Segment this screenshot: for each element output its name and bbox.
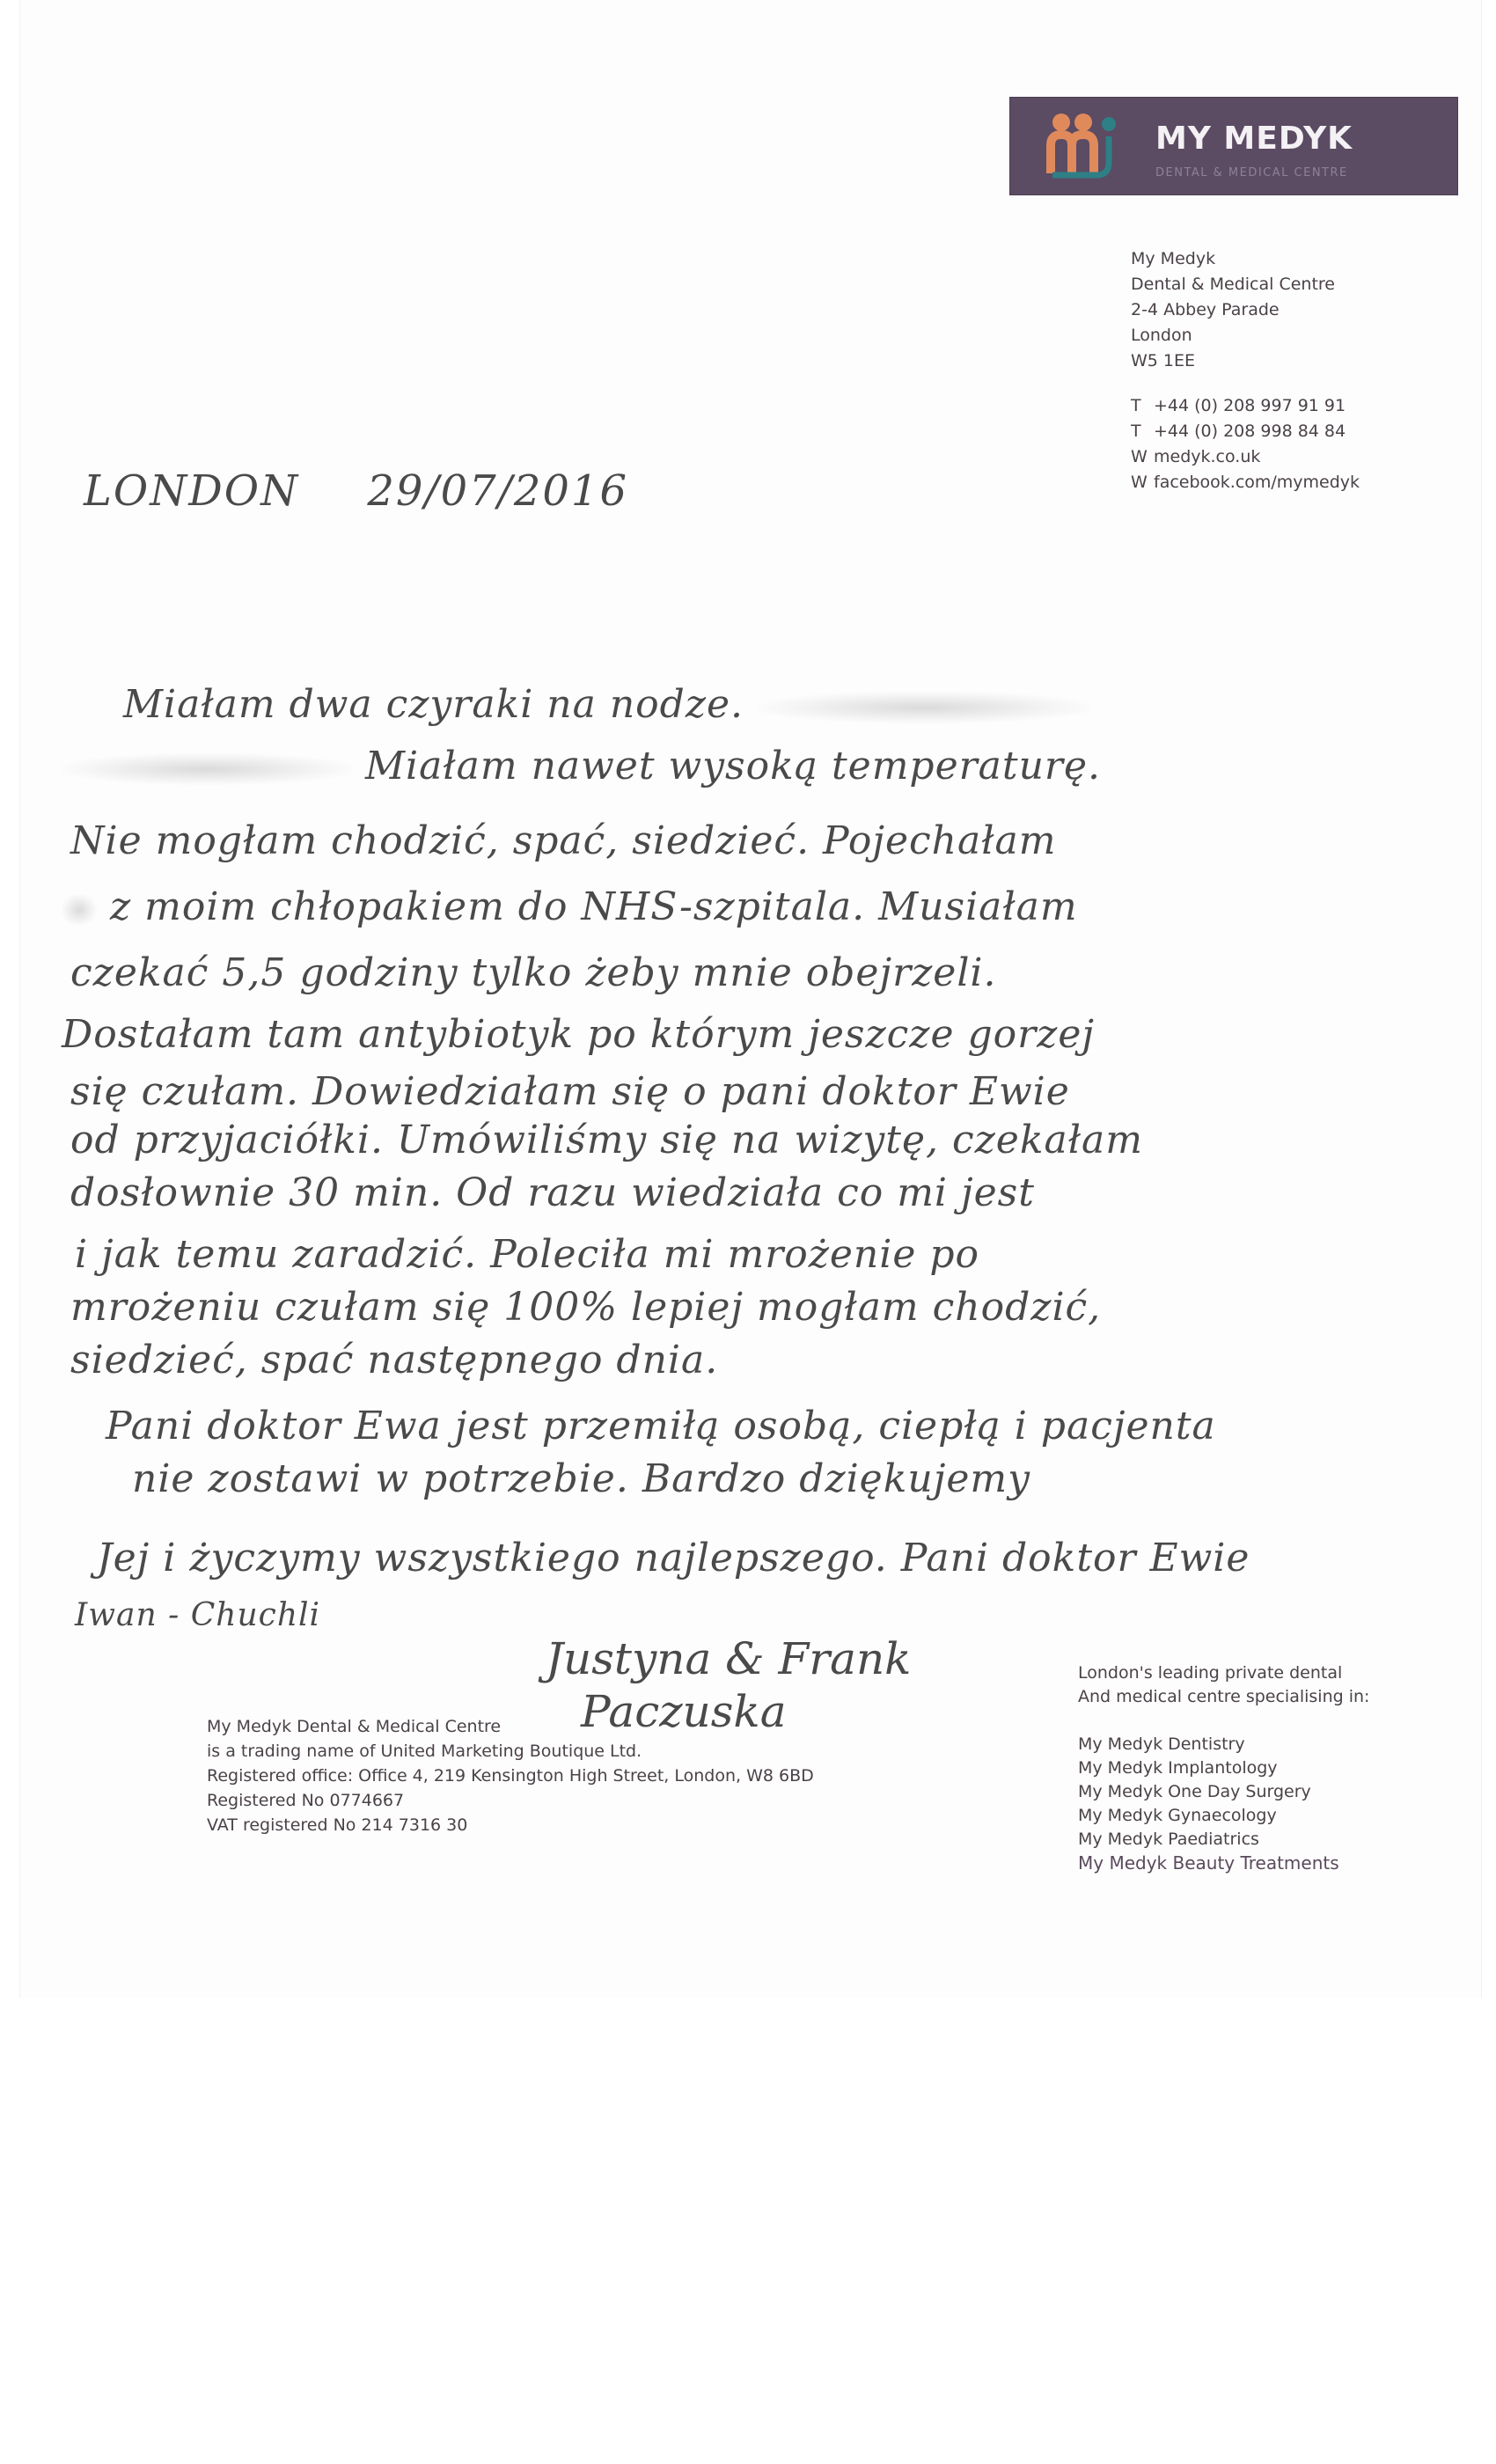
specialities-intro: London's leading private dental <box>1078 1663 1343 1683</box>
letter-place: LONDON <box>84 466 300 516</box>
brand-tagline: DENTAL & MEDICAL CENTRE <box>1155 166 1348 180</box>
footer-line: VAT registered No 214 7316 30 <box>207 1815 468 1835</box>
specialities-list <box>1078 1661 1369 1875</box>
address-line: W5 1EE <box>1131 351 1196 370</box>
letter-line: nie zostawi w potrzebie. Bardzo dziękujemy <box>132 1456 1030 1501</box>
letter-place-date <box>84 466 628 516</box>
letter-line: Miałam dwa czyraki na nodze. <box>123 682 1091 727</box>
clinic-address <box>1131 246 1360 495</box>
footer-line: Registered No 0774667 <box>207 1791 405 1810</box>
footer-line: Registered office: Office 4, 219 Kensington High Street, London, W8 6BD <box>207 1766 814 1786</box>
contact-website: W medyk.co.uk <box>1131 447 1261 466</box>
letter-line: Miałam nawet wysoką temperaturę. <box>62 744 1101 788</box>
speciality-item: My Medyk Dentistry <box>1078 1734 1245 1754</box>
erased-text <box>62 894 97 926</box>
speciality-item: My Medyk Implantology <box>1078 1758 1278 1778</box>
contact-phone: T +44 (0) 208 997 91 91 <box>1131 396 1346 415</box>
letter-line: od przyjaciółki. Umówiliśmy się na wizytę, czekałam <box>70 1118 1143 1162</box>
signature-surname: Paczuska <box>581 1686 787 1737</box>
letter-line: Nie mogłam chodzić, spać, siedzieć. Pojechałam <box>70 818 1057 863</box>
letter-line: Pani doktor Ewa jest przemiłą osobą, ciepłą i pacjenta <box>106 1404 1216 1448</box>
letter-line: Iwan - Chuchli <box>75 1597 321 1633</box>
contact-facebook: W facebook.com/mymedyk <box>1131 473 1360 492</box>
erased-text <box>757 692 1091 723</box>
signature-names: Justyna & Frank <box>546 1633 912 1684</box>
contact-phone: T +44 (0) 208 998 84 84 <box>1131 422 1346 441</box>
letter-line: Jej i życzymy wszystkiego najlepszego. Pani doktor Ewie <box>97 1536 1250 1580</box>
my-medyk-logo-icon <box>1044 112 1123 182</box>
footer-line: My Medyk Dental & Medical Centre <box>207 1717 502 1736</box>
address-line: Dental & Medical Centre <box>1131 275 1335 294</box>
address-line: My Medyk <box>1131 249 1216 268</box>
letter-line: się czułam. Dowiedziałam się o pani doktor Ewie <box>70 1069 1070 1114</box>
brand-name: MY MEDYK <box>1155 121 1353 157</box>
footer-line: is a trading name of United Marketing Boutique Ltd. <box>207 1742 642 1761</box>
letter-line: Dostałam tam antybiotyk po którym jeszcze gorzej <box>62 1012 1096 1057</box>
letter-line: mrożeniu czułam się 100% lepiej mogłam chodzić, <box>70 1285 1102 1330</box>
address-line: 2-4 Abbey Parade <box>1131 300 1280 319</box>
letter-date: 29/07/2016 <box>367 466 628 516</box>
speciality-item: My Medyk Paediatrics <box>1078 1830 1259 1849</box>
letter-line: siedzieć, spać następnego dnia. <box>70 1338 719 1382</box>
erased-text <box>62 753 352 785</box>
address-line: London <box>1131 326 1192 345</box>
letter-line: i jak temu zaradzić. Poleciła mi mrożenie po <box>75 1232 980 1277</box>
speciality-item: My Medyk Gynaecology <box>1078 1806 1277 1825</box>
letter-line: czekać 5,5 godziny tylko żeby mnie obejrzeli. <box>70 950 997 995</box>
speciality-item: My Medyk One Day Surgery <box>1078 1782 1311 1801</box>
specialities-intro: And medical centre specialising in: <box>1078 1687 1370 1706</box>
letter-line: z moim chłopakiem do NHS-szpitala. Musiałam <box>62 884 1078 929</box>
letter-line: dosłownie 30 min. Od razu wiedziała co mi jest <box>70 1170 1035 1215</box>
speciality-item: My Medyk Beauty Treatments <box>1078 1852 1339 1874</box>
company-registration-info <box>207 1714 814 1837</box>
brand-logo-banner <box>1009 97 1458 195</box>
